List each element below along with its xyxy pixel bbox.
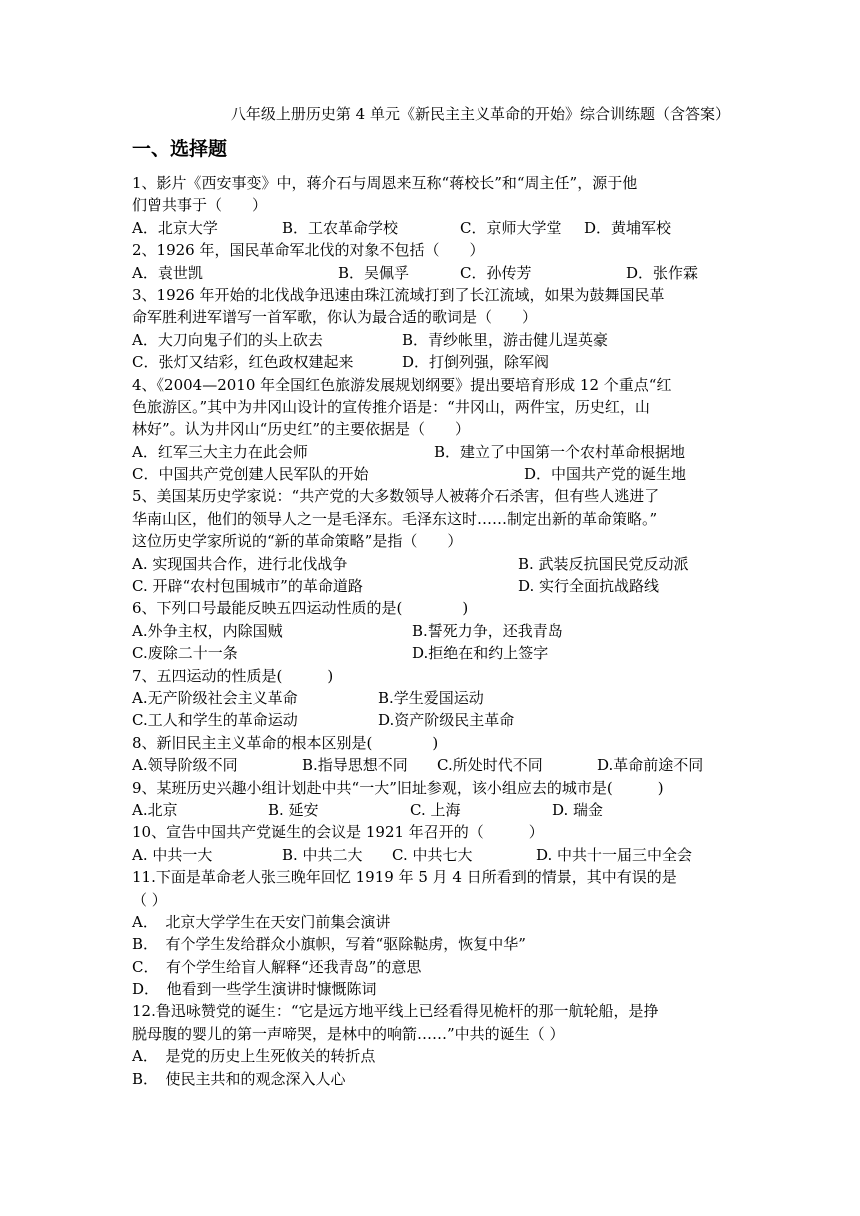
option-row: [132, 463, 732, 485]
question-text: 10、宣告中国共产党诞生的会议是 1921 年召开的（ ）: [132, 823, 544, 842]
question-text: 1、影片《西安事变》中，蒋介石与周恩来互称“蒋校长”和“周主任”，源于他: [132, 174, 638, 192]
section-heading: 一、选择题: [132, 138, 228, 160]
question-text: 命军胜利进军谱写一首军歌，你认为最合适的歌词是（ ）: [132, 308, 538, 327]
option-row: [132, 620, 732, 642]
option-c: C． 有个学生给盲人解释“还我青岛”的意思: [132, 957, 422, 976]
option-c: C．张灯又结彩，红色政权建起来: [132, 353, 354, 372]
option-b: B．青纱帐里，游击健儿逞英豪: [402, 330, 609, 349]
option-b: B.学生爱国运动: [378, 688, 484, 707]
option-a: A. 中共一大: [132, 845, 213, 864]
question-text: 色旅游区。”其中为井冈山设计的宣传推介语是：“井冈山，两件宝，历史红，山: [132, 397, 650, 416]
option-d: D．张作霖: [626, 263, 699, 282]
option-row: [132, 553, 732, 575]
option-a: A. 实现国共合作，进行北伐战争: [132, 554, 348, 573]
option-b: B．吴佩孚: [338, 263, 410, 282]
option-a: A.北京: [132, 800, 178, 819]
option-d: D.资产阶级民主革命: [378, 711, 515, 730]
option-row: [132, 329, 732, 351]
question-text: 12.鲁迅咏赞党的诞生：“它是远方地平线上已经看得见桅杆的那一航轮船，是挣: [132, 1002, 659, 1021]
option-c: C. 中共七大: [392, 845, 473, 864]
question-text: 11.下面是革命老人张三晚年回忆 1919 年 5 月 4 日所看到的情景，其中有误的是: [132, 868, 677, 887]
question-text: （ ）: [132, 890, 167, 909]
option-b: B.誓死力争，还我青岛: [412, 621, 563, 640]
option-row: [132, 709, 732, 731]
option-c: C. 上海: [410, 800, 461, 819]
option-b: B.指导思想不同: [302, 756, 408, 775]
option-d: D．黄埔军校: [584, 218, 672, 237]
option-row: [132, 441, 732, 463]
option-b: B. 延安: [268, 800, 319, 819]
question-text: 4、《2004—2010 年全国红色旅游发展规划纲要》提出要培育形成 12 个重点“红: [132, 375, 672, 394]
question-text: 这位历史学家所说的“新的革命策略”是指（ ）: [132, 532, 463, 551]
option-row: [132, 687, 732, 709]
option-d: D.拒绝在和约上签字: [412, 644, 549, 663]
option-d: D.革命前途不同: [597, 756, 704, 775]
option-b: B. 武装反抗国民党反动派: [518, 554, 689, 573]
option-a: A．大刀向鬼子们的头上砍去: [132, 330, 323, 349]
option-a: A．袁世凯: [132, 263, 203, 282]
option-row: [132, 844, 732, 866]
option-row: [132, 754, 732, 776]
option-a: A． 北京大学学生在天安门前集会演讲: [132, 912, 391, 931]
option-c: C．京师大学堂: [460, 218, 562, 237]
option-d: D. 中共十一届三中全会: [536, 845, 693, 864]
option-b: B. 中共二大: [282, 845, 363, 864]
option-c: C.工人和学生的革命运动: [132, 711, 298, 730]
option-d: D. 实行全面抗战路线: [518, 577, 660, 596]
option-b: B． 使民主共和的观念深入人心: [132, 1069, 346, 1088]
option-c: C.所处时代不同: [437, 756, 543, 775]
question-text: 脱母腹的婴儿的第一声啼哭，是林中的响箭……”中共的诞生（ ）: [132, 1024, 565, 1043]
option-a: A．红军三大主力在此会师: [132, 442, 308, 461]
document-title: 八年级上册历史第 4 单元《新民主主义革命的开始》综合训练题（含答案）: [230, 105, 730, 123]
option-a: A． 是党的历史上生死攸关的转折点: [132, 1047, 376, 1066]
option-b: B．工农革命学校: [282, 218, 399, 237]
option-c: C．中国共产党创建人民军队的开始: [132, 465, 369, 484]
question-text: 林好”。认为井冈山“历史红”的主要依据是（ ）: [132, 420, 471, 439]
option-row: [132, 799, 732, 821]
option-d: D．打倒列强，除军阀: [402, 353, 550, 372]
option-d: D． 他看到一些学生演讲时慷慨陈词: [132, 980, 377, 999]
option-a: A.外争主权，内除国贼: [132, 621, 283, 640]
option-d: D. 瑞金: [552, 800, 604, 819]
question-text: 们曾共事于（ ）: [132, 196, 268, 215]
question-text: 9、某班历史兴趣小组计划赴中共“一大”旧址参观，该小组应去的城市是( ): [132, 778, 664, 797]
option-row: [132, 217, 732, 239]
question-text: 3、1926 年开始的北伐战争迅速由珠江流域打到了长江流域，如果为鼓舞国民革: [132, 285, 665, 304]
option-b: B．建立了中国第一个农村革命根据地: [434, 442, 686, 461]
option-c: C．孙传芳: [460, 263, 532, 282]
option-c: C.废除二十一条: [132, 644, 238, 663]
question-text: 2、1926 年，国民革命军北伐的对象不包括（ ）: [132, 241, 485, 260]
option-d: D．中国共产党的诞生地: [524, 465, 687, 484]
option-a: A.无产阶级社会主义革命: [132, 688, 298, 707]
option-a: A.领导阶级不同: [132, 756, 238, 775]
option-b: B． 有个学生发给群众小旗帜，写着“驱除鞑虏，恢复中华”: [132, 935, 526, 954]
option-row: [132, 575, 732, 597]
question-text: 6、下列口号最能反映五四运动性质的是( ): [132, 599, 469, 618]
question-text: 8、新旧民主主义革命的根本区别是( ): [132, 733, 439, 752]
option-row: [132, 262, 732, 284]
option-row: [132, 642, 732, 664]
option-c: C. 开辟“农村包围城市”的革命道路: [132, 577, 363, 596]
question-text: 华南山区，他们的领导人之一是毛泽东。毛泽东这时……制定出新的革命策略。”: [132, 509, 658, 528]
question-text: 5、美国某历史学家说：“共产党的大多数领导人被蒋介石杀害，但有些人逃进了: [132, 487, 660, 506]
option-row: [132, 351, 732, 373]
question-text: 7、五四运动的性质是( ): [132, 666, 334, 685]
question-list: [132, 172, 732, 1090]
option-a: A．北京大学: [132, 218, 218, 237]
